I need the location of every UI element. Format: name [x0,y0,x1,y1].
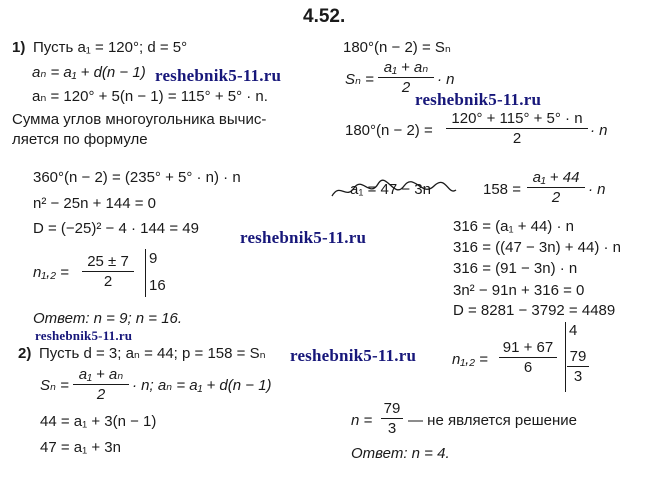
sum-fraction-right-denominator: 2 [401,79,411,96]
scribble-mark [330,174,460,204]
text-line-1: Сумма углов многоугольника вычис- [12,111,267,128]
roots-fraction-1-denominator: 2 [103,273,113,290]
sum-fraction-denominator: 2 [96,386,106,403]
rejected-root-numerator: 79 [381,401,403,419]
quadratic-equation: 3n² − 91n + 316 = 0 [453,282,585,299]
rejected-root-lhs: n = [351,412,373,429]
equation-158-denominator: 2 [551,189,561,206]
root-value-79-3 [567,349,589,384]
answer-1: Ответ: n = 9; n = 16. [33,310,183,327]
substitution-lhs: 180°(n − 2) = [345,122,433,139]
problem-number: 4.52. [303,6,346,27]
watermark-3: reshebnik5-11.ru [240,228,367,247]
root-value-9: 9 [149,250,158,267]
equation-316-c: 316 = (91 − 3n) · n [453,260,578,277]
discriminant-2: D = 8281 − 3792 = 4489 [453,302,616,319]
watermark-1: reshebnik5-11.ru [155,66,282,85]
substitution-denominator: 2 [512,130,522,147]
roots-fraction-1-numerator: 25 ± 7 [82,254,134,272]
root-79-numerator: 79 [567,349,589,367]
substitution-fraction [446,111,588,146]
substitution-rhs: · n [590,122,608,139]
root-79-denominator: 3 [573,368,583,385]
watermark-4: reshebnik5-11.ru [35,328,133,343]
nth-term-formula: aₙ = a₁ + d(n − 1) [32,64,146,81]
angle-sum-formula: 180°(n − 2) = Sₙ [343,39,451,56]
equation-47: 47 = a₁ + 3n [40,439,121,456]
equation-316-a: 316 = (a₁ + 44) · n [453,218,574,235]
rejected-root-denominator: 3 [387,420,397,437]
equation-158-fraction [527,170,585,205]
root-value-4: 4 [569,322,578,339]
equation-158-lhs: 158 = [483,181,521,198]
part-1-label: 1) [12,39,26,56]
roots-label-2: n₁,₂ = [452,351,488,368]
sum-formula-right-lhs: Sₙ = [345,71,374,88]
roots-divider-1 [145,249,146,297]
equation-158-numerator: a₁ + 44 [527,170,585,188]
equation-44: 44 = a₁ + 3(n − 1) [40,413,157,430]
equation-1: 360°(n − 2) = (235° + 5° · n) · n [33,169,241,186]
answer-2: Ответ: n = 4. [351,445,450,462]
roots-fraction-2 [499,340,557,375]
given-line: Пусть a₁ = 120°; d = 5° [33,39,188,56]
sum-formula-right-rhs: · n [437,71,455,88]
rejected-root-fraction [381,401,403,436]
watermark-2: reshebnik5-11.ru [415,90,542,109]
sum-fraction [73,367,129,402]
first-term-expression: a₁ = 47 − 3n [350,181,431,198]
sum-formula-rhs: · n; aₙ = a₁ + d(n − 1) [132,377,272,394]
text-line-2: ляется по формуле [12,131,148,148]
equation-2: n² − 25n + 144 = 0 [33,195,157,212]
sum-fraction-numerator: a₁ + aₙ [73,367,129,385]
equation-158-rhs: · n [588,181,606,198]
roots-fraction-2-denominator: 6 [523,359,533,376]
rejected-root-note: — не является решение [408,412,577,429]
part-2-label: 2) [18,345,32,362]
sum-fraction-right-numerator: a₁ + aₙ [378,60,434,78]
roots-fraction-1 [82,254,134,289]
substitution-numerator: 120° + 115° + 5° · n [446,111,588,129]
watermark-5: reshebnik5-11.ru [290,346,417,365]
given-line-2: Пусть d = 3; aₙ = 44; p = 158 = Sₙ [39,345,266,362]
sum-formula-lhs: Sₙ = [40,377,69,394]
discriminant-1: D = (−25)² − 4 · 144 = 49 [33,220,199,237]
roots-label-1: n₁,₂ = [33,264,69,281]
roots-fraction-2-numerator: 91 + 67 [499,340,557,358]
roots-divider-2 [565,322,566,392]
root-value-16: 16 [149,277,166,294]
equation-316-b: 316 = ((47 − 3n) + 44) · n [453,239,622,256]
nth-term-value: aₙ = 120° + 5(n − 1) = 115° + 5° · n. [32,88,268,105]
